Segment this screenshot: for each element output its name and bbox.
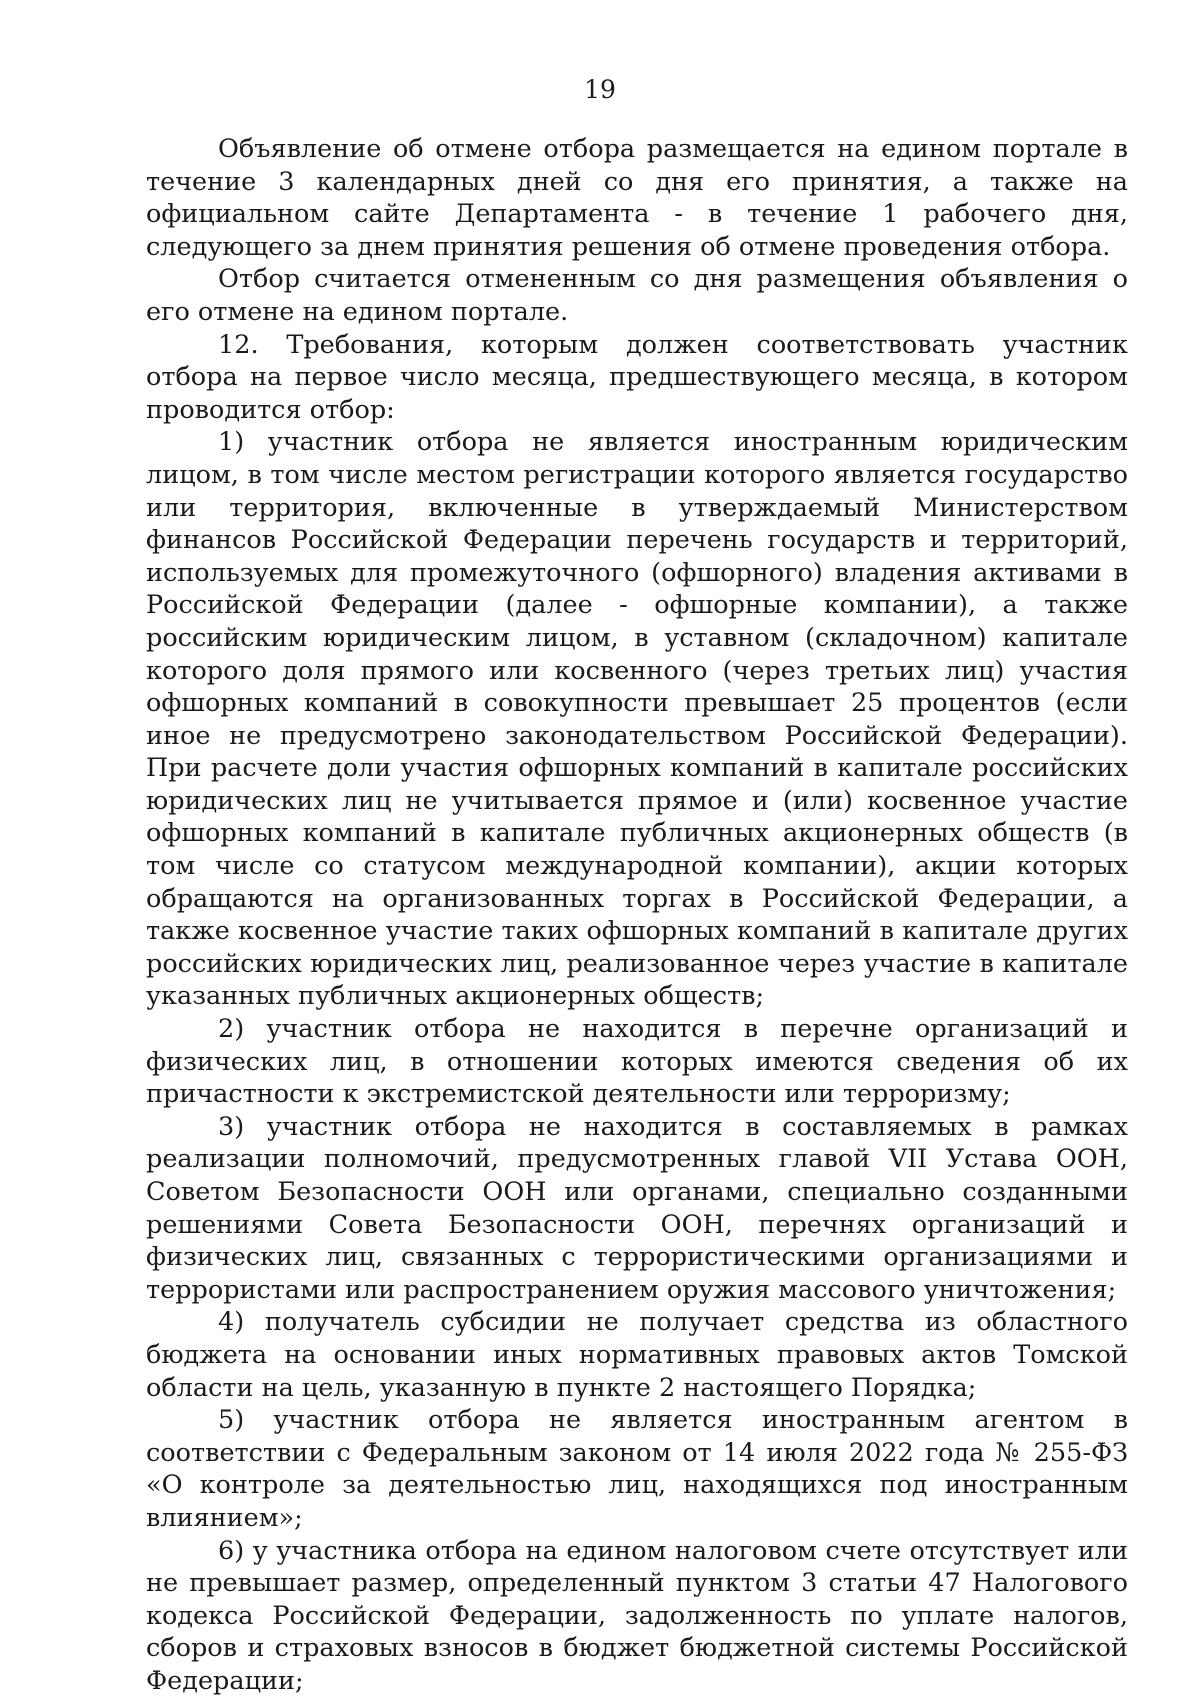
page-number: 19 xyxy=(584,75,616,104)
paragraph-requirement-3: 3) участник отбора не находится в составляемых в рамках реализации полномочий, предусмотренных главой VII Устава ООН, Советом Безопасности ООН или органами, специально созданными решениями Совета Безопасности ООН, перечнях организаций и физических лиц, связанных с террористическими организациями и террористами или распространением оружия массового уничтожения; xyxy=(146,1111,1128,1305)
paragraph-requirements-12: 12. Требования, которым должен соответствовать участник отбора на первое число месяца, предшествующего месяца, в котором проводится отбор: xyxy=(146,329,1128,425)
paragraph-requirement-6: 6) у участника отбора на едином налоговом счете отсутствует или не превышает размер, определенный пунктом 3 статьи 47 Налогового кодекса Российской Федерации, задолженность по уплате налогов, сборов и страховых взносов в бюджет бюджетной системы Российской Федерации; xyxy=(146,1535,1128,1696)
paragraph-selection-cancelled: Отбор считается отмененным со дня размещения объявления о его отмене на едином портале. xyxy=(146,264,1128,327)
document-body xyxy=(146,133,1128,1698)
paragraph-requirement-1: 1) участник отбора не является иностранным юридическим лицом, в том числе местом регистрации которого является государство или территория, включенные в утверждаемый Министерством финансов Российской Федерации перечень государств и территорий, используемых для промежуточного (офшорного) владения активами в Российской Федерации (далее - офшорные компании), а также российским юридическим лицом, в уставном (складочном) капитале которого доля прямого или косвенного (через третьих лиц) участия офшорных компаний в совокупности превышает 25 процентов (если иное не предусмотрено законодательством Российской Федерации). При расчете доли участия офшорных компаний в капитале российских юридических лиц не учитывается прямое и (или) косвенное участие офшорных компаний в капитале публичных акционерных обществ (в том числе со статусом международной компании), акции которых обращаются на организованных торгах в Российской Федерации, а также косвенное участие таких офшорных компаний в капитале других российских юридических лиц, реализованное через участие в капитале указанных публичных акционерных обществ; xyxy=(146,427,1128,1012)
paragraph-requirement-2: 2) участник отбора не находится в перечне организаций и физических лиц, в отношении которых имеются сведения об их причастности к экстремистской деятельности или терроризму; xyxy=(146,1014,1128,1110)
paragraph-requirement-4: 4) получатель субсидии не получает средства из областного бюджета на основании иных нормативных правовых актов Томской области на цель, указанную в пункте 2 настоящего Порядка; xyxy=(146,1307,1128,1403)
paragraph-cancellation-announcement: Объявление об отмене отбора размещается на едином портале в течение 3 календарных дней со дня его принятия, а также на официальном сайте Департамента - в течение 1 рабочего дня, следующего за днем принятия решения об отмене проведения отбора. xyxy=(146,134,1128,262)
paragraph-requirement-5: 5) участник отбора не является иностранным агентом в соответствии с Федеральным законом от 14 июля 2022 года № 255-ФЗ «О контроле за деятельностью лиц, находящихся под иностранным влиянием»; xyxy=(146,1405,1128,1533)
